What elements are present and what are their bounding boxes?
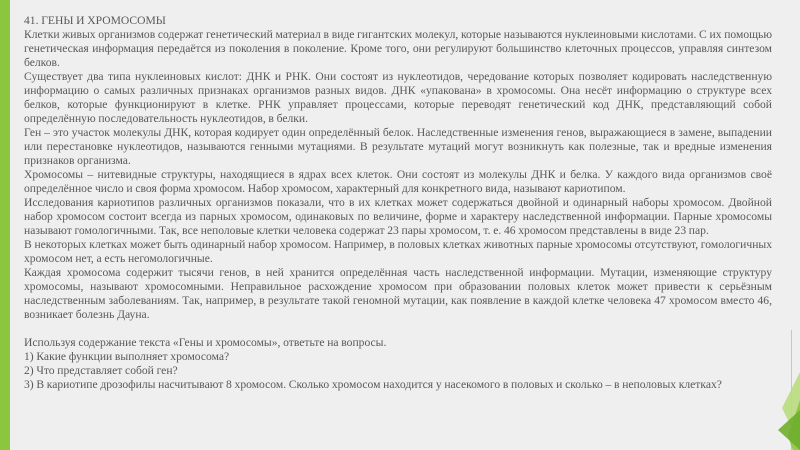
decor-triangle: [778, 410, 800, 450]
question-item: 2) Что представляет собой ген?: [24, 364, 178, 377]
text-body: [24, 14, 772, 392]
questions-intro: Используя содержание текста «Гены и хромосомы», ответьте на вопросы.: [24, 336, 387, 349]
corner-decoration: [770, 0, 800, 450]
paragraph: Хромосомы – нитевидные структуры, находящиеся в ядрах всех клеток. Они состоят из молекулы ДНК и белка. У каждого вида организмов своё определённое число и своя форма хромосом. Набор хромосом, характерный для конкретного вида, называют кариотипом.: [24, 168, 772, 195]
paragraph: Каждая хромосома содержит тысячи генов, в ней хранится определённая часть наследственной информации. Мутации, изменяющие структуру хромосомы, называют хромосомными. Неправильное расхождение хромосом при образовании половых клеток может привести к серьёзным наследственным заболеваниям. Так, например, в результате такой геномной мутации, как появление в каждой клетке человека 47 хромосом вместо 46, возникает болезнь Дауна.: [24, 266, 772, 321]
question-item: 3) В кариотипе дрозофилы насчитывают 8 хромосом. Сколько хромосом находится у насекомого в половых и сколько – в неполовых клетках?: [24, 378, 722, 391]
paragraph: Клетки живых организмов содержат генетический материал в виде гигантских молекул, которые называются нуклеиновыми кислотами. С их помощью генетическая информация передаётся из поколения в поколение. Кроме того, они регулируют большинство клеточных процессов, управляя синтезом белков.: [24, 28, 772, 69]
paragraph: В некоторых клетках может быть одинарный набор хромосом. Например, в половых клетках животных парные хромосомы отсутствуют, гомологичных хромосом нет, а есть негомологичные.: [24, 238, 772, 265]
paragraph: Существует два типа нуклеиновых кислот: ДНК и РНК. Они состоят из нуклеотидов, чередование которых позволяет кодировать наследственную информацию о самых различных признаках организмов разных видов. ДНК «упакована» в хромосомы. Она несёт информацию о структуре всех белков, которые функционируют в клетке. РНК управляет процессами, которые переводят генетический код ДНК, представляющий собой определённую последовательность нуклеотидов, в белки.: [24, 70, 772, 125]
paragraph: Ген – это участок молекулы ДНК, которая кодирует один определённый белок. Наследственные изменения генов, выражающиеся в замене, выпадении или перестановке нуклеотидов, называются генными мутациями. В результате мутаций могут возникнуть как полезные, так и вредные изменения признаков организма.: [24, 126, 772, 167]
left-accent-bar: [0, 0, 10, 450]
spacer: [24, 322, 772, 336]
paragraph: Исследования кариотипов различных организмов показали, что в их клетках может содержаться двойной и одинарный наборы хромосом. Двойной набор хромосом состоит всегда из парных хромосом, одинаковых по величине, форме и характеру наследственной информации. Парные хромосомы называют гомологичными. Так, все неполовые клетки человека содержат 23 пары хромосом, т. е. 46 хромосом представлены в виде 23 пар.: [24, 196, 772, 237]
question-item: 1) Какие функции выполняет хромосома?: [24, 350, 230, 363]
page-title: 41. ГЕНЫ И ХРОМОСОМЫ: [24, 14, 166, 27]
